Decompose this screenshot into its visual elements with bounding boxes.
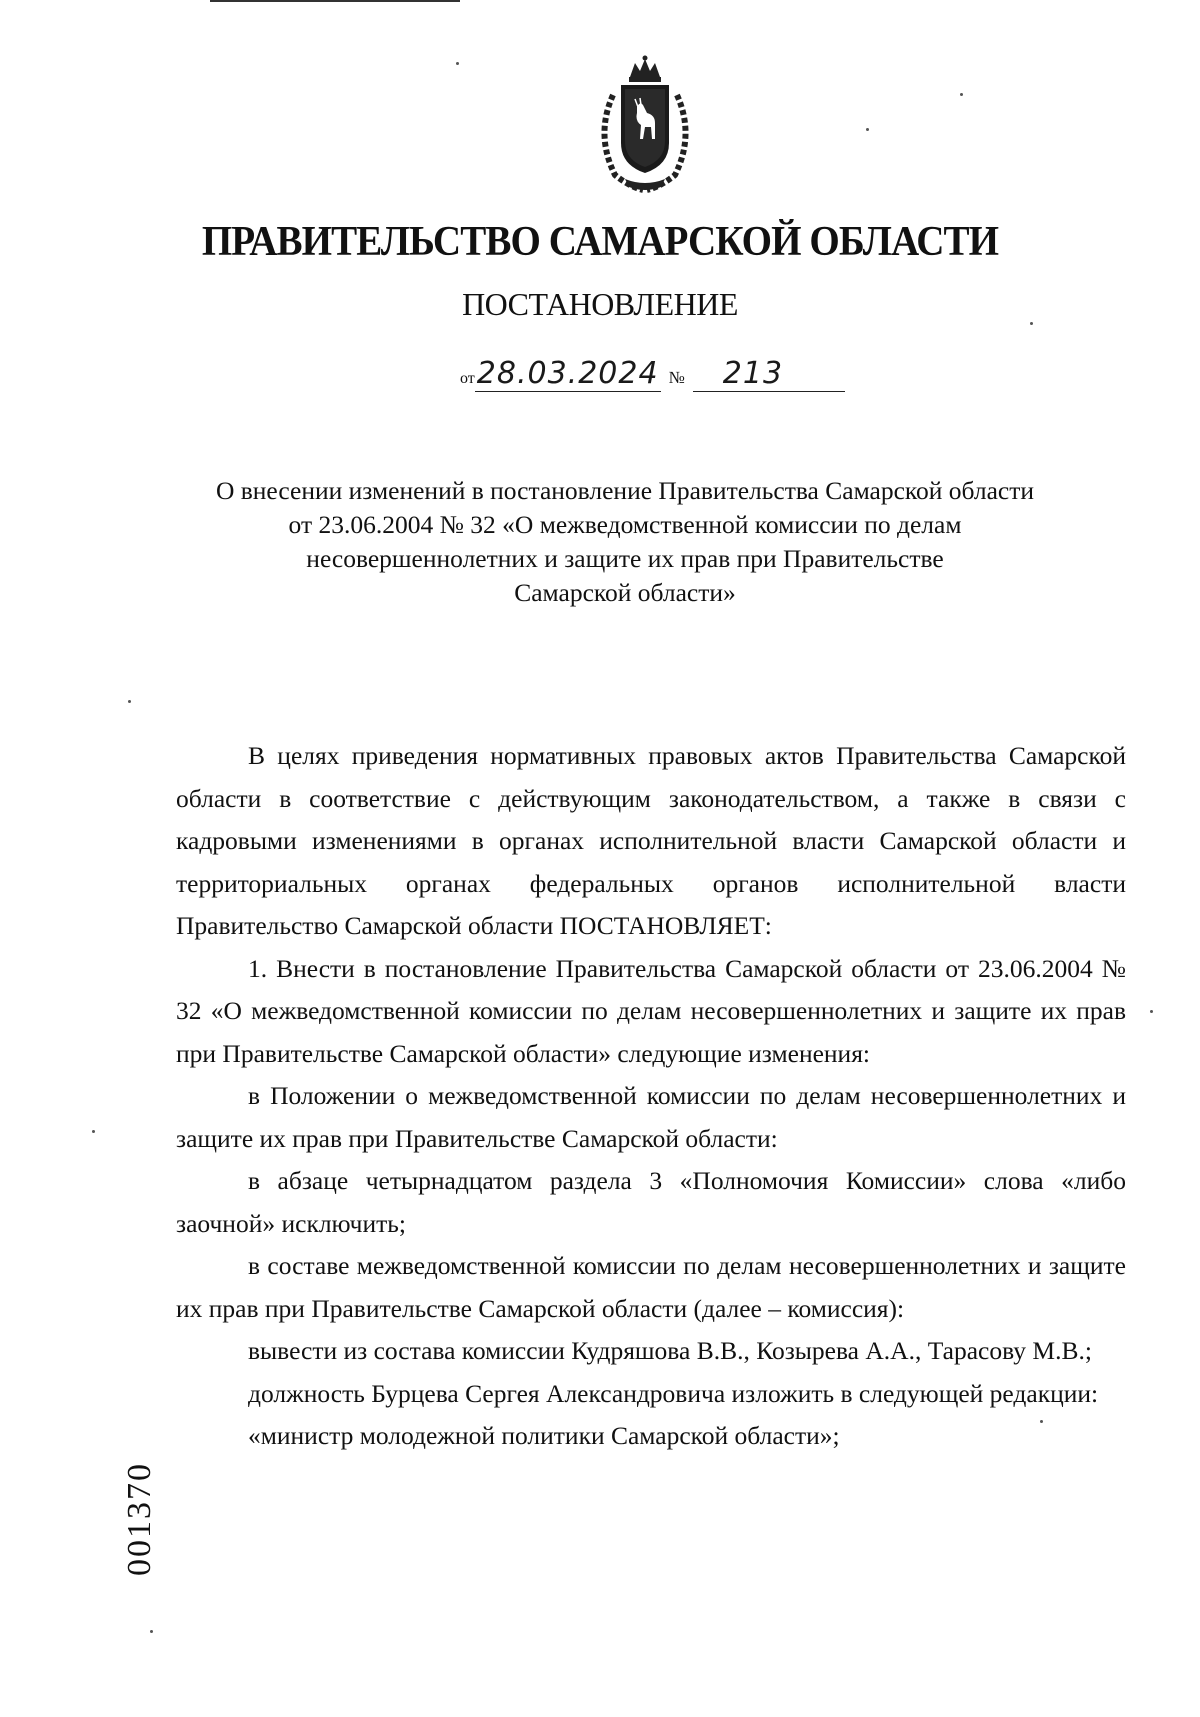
item-1-paragraph: 1. Внести в постановление Правительства Самарской области от 23.06.2004 № 32 «О межведомственной комиссии по делам несовершеннолетних и защите их прав при Правительстве Самарской области» следующие изменения: xyxy=(176,953,1126,1068)
scan-speck xyxy=(1040,1420,1043,1423)
document-body xyxy=(176,735,1126,1458)
scan-speck xyxy=(960,93,963,96)
scan-speck xyxy=(128,700,131,703)
date-prefix: от xyxy=(460,370,475,387)
subject-line: от 23.06.2004 № 32 «О межведомственной комиссии по делам xyxy=(288,510,962,539)
subject-line: несовершеннолетних и защите их прав при Правительстве xyxy=(306,544,944,573)
scan-speck xyxy=(150,1630,153,1633)
number-label: № xyxy=(668,368,685,387)
minister-paragraph: «министр молодежной политики Самарской области»; xyxy=(248,1421,840,1450)
samara-coat-of-arms-icon xyxy=(585,55,705,195)
document-subject xyxy=(160,474,1090,610)
preamble-paragraph: В целях приведения нормативных правовых актов Правительства Самарской области в соответствие с действующим законодательством, а также в связи с кадровыми изменениями в органах исполнительной власти Самарской области и территориальных органах федеральных органов исполнительной власти Правительство Самарской области ПОСТАНОВЛЯЕТ: xyxy=(176,741,1126,940)
position-paragraph: должность Бурцева Сергея Александровича изложить в следующей редакции: xyxy=(248,1378,1099,1408)
subject-line: О внесении изменений в постановление Правительства Самарской области xyxy=(215,476,1035,505)
remove-members-paragraph: вывести из состава комиссии Кудряшова В.В., Козырева А.А., Тарасову М.В.; xyxy=(248,1336,1092,1365)
scan-speck xyxy=(92,1130,95,1133)
margin-registration-number: 001370 xyxy=(121,1462,158,1576)
abzac-paragraph: в абзаце четырнадцатом раздела 3 «Полномочия Комиссии» слова «либо заочной» исключить; xyxy=(176,1166,1126,1238)
scan-speck xyxy=(456,62,459,65)
number-value: 213 xyxy=(693,356,845,392)
document-type: ПОСТАНОВЛЕНИЕ xyxy=(462,286,738,322)
scan-speck xyxy=(866,128,869,131)
composition-paragraph: в составе межведомственной комиссии по делам несовершеннолетних и защите их прав при Правительстве Самарской области (далее – комиссия): xyxy=(176,1251,1126,1323)
date-number-line xyxy=(460,356,845,392)
subject-line: Самарской области» xyxy=(514,578,736,607)
top-edge-rule xyxy=(210,0,460,2)
scan-speck xyxy=(1030,322,1033,325)
date-value: 28.03.2024 xyxy=(476,356,659,391)
organization-title: ПРАВИТЕЛЬСТВО САМАРСКОЙ ОБЛАСТИ xyxy=(201,219,999,265)
regulation-paragraph: в Положении о межведомственной комиссии по делам несовершеннолетних и защите их прав при Правительстве Самарской области: xyxy=(176,1081,1126,1153)
scan-speck xyxy=(1150,1010,1153,1013)
